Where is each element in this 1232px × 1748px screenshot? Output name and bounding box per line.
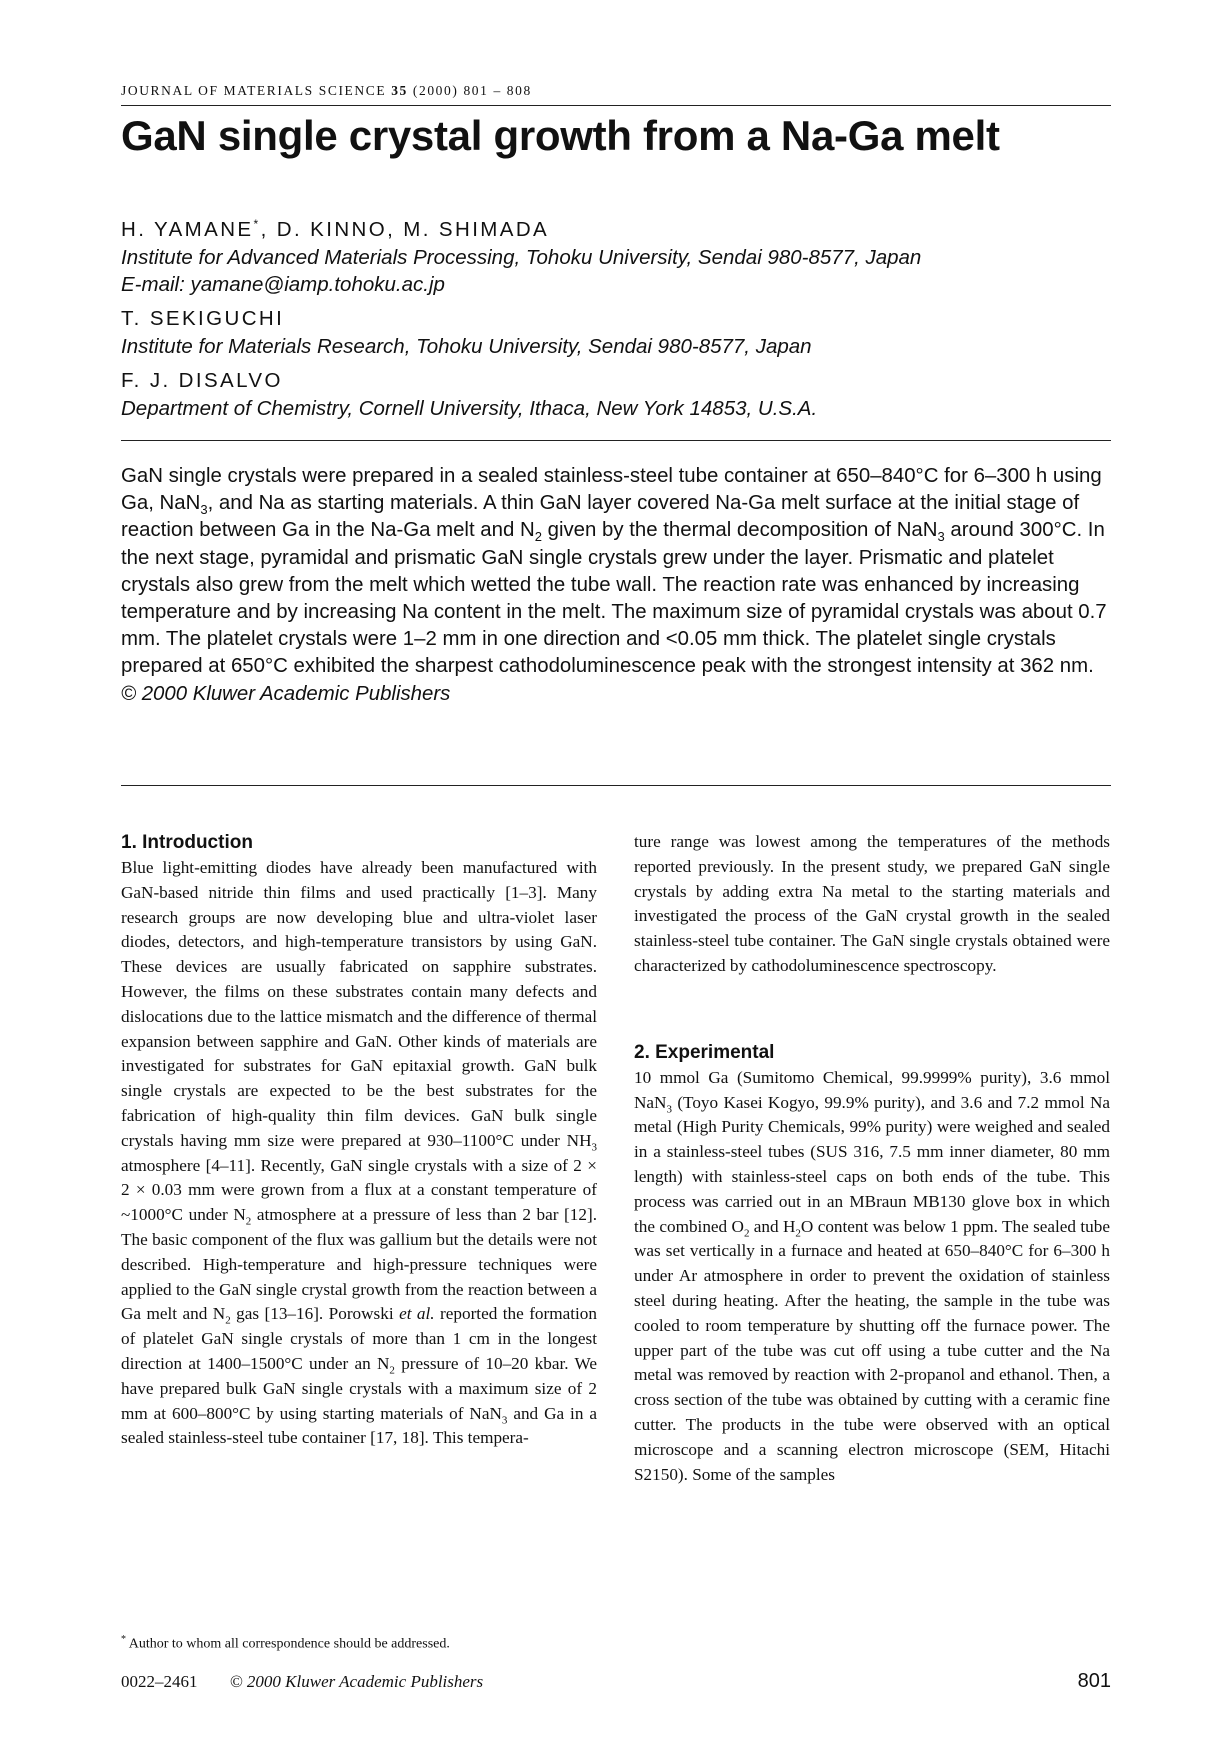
body-text: O content was below 1 ppm. The sealed tube was set vertically in a furnace and heated at 650–840°C for 6–300 h under Ar atmosphere in order to prevent the oxidation of stainless steel during heating. After the heating, the sample in the tube was cooled to room temperature by shutting off the furnace power. The upper part of the tube was cut off using a tube cutter and the Na metal was removed by reaction with 2-propanol and ethanol. Then, a cross section of the tube was obtained by cutting with a ceramic fine cutter. The products in the tube were observed with an optical microscope and a scanning electron microscope (SEM, Hitachi S2150). Some of the samples [634, 1216, 1110, 1484]
et-al: et al. [399, 1304, 435, 1324]
corresponding-mark: * [253, 217, 261, 231]
abstract-bottom-rule [121, 785, 1111, 786]
abstract-text: GaN single crystals were prepared in a sealed stainless-steel tube container at 650–840°C for 6–300 h using Ga, NaN [121, 465, 1102, 515]
journal-name: JOURNAL OF MATERIALS SCIENCE [121, 83, 387, 98]
abstract-text: around 300°C. In the next stage, pyramidal and prismatic GaN single crystals grew under the layer. Prismatic and platelet crystals also grew from the melt which wetted the tube wall. The reaction rate was enhanced by increasing temperature and by increasing Na content in the melt. The maximum size of pyramidal crystals was about 0.7 mm. The platelet crystals were 1–2 mm in one direction and <0.05 mm thick. The platelet single crystals prepared at 650°C exhibited the sharpest cathodoluminescence peak with the strongest intensity at 362 nm. [121, 519, 1107, 678]
footnote [121, 1634, 450, 1653]
abstract-text: given by the thermal decomposition of NaN [541, 519, 938, 542]
footnote-mark: * [121, 1634, 126, 1645]
body-text: and H [749, 1216, 796, 1236]
subscript: 3 [200, 502, 208, 518]
abstract-copyright: © 2000 Kluwer Academic Publishers [121, 682, 451, 705]
author-group-2 [121, 305, 1111, 360]
author-block [121, 210, 1111, 429]
body-text: Blue light-emitting diodes have already been manufactured with GaN-based nitride thin films and used practically [1–3]. Many research groups are now developing blue and ultra-violet laser diodes, detectors, and high-temperature transistors by using GaN. These devices are usually fabricated on sapphire substrates. However, the films on these substrates contain many defects and dislocations due to the lattice mismatch and the difference of thermal expansion between sapphire and GaN. Other kinds of materials are investigated for substrates for GaN epitaxial growth. GaN bulk single crystals are expected to be the best substrates for the fabrication of high-quality thin film devices. GaN bulk single crystals having mm size were prepared at 930–1100°C under NH [121, 858, 597, 1150]
body-text: (Toyo Kasei Kogyo, 99.9% purity), and 3.6 and 7.2 mmol Na metal (High Purity Chemicals, 99% purity) were weighed and sealed in a stainless-steel tubes (SUS 316, 7.5 mm inner diameter, 80 mm length) with stainless-steel caps on both ends of the tube. This process was carried out in an MBraun MB130 glove box in which the combined O [634, 1092, 1110, 1236]
subscript: 3 [937, 529, 945, 545]
footnote-text: Author to whom all correspondence should be addressed. [126, 1636, 450, 1652]
subscript: 2 [534, 529, 542, 545]
body-text: and Ga in a sealed stainless-steel tube container [17, 18]. This tempera- [121, 1403, 597, 1448]
body-text: 10 mmol Ga (Sumitomo Chemical, 99.9999% purity), 3.6 mmol NaN [634, 1067, 1110, 1112]
section-heading-introduction: 1. Introduction [121, 832, 253, 853]
author-email: E-mail: yamane@iamp.tohoku.ac.jp [121, 272, 445, 296]
page-number: 801 [1077, 1670, 1111, 1692]
subscript: 3 [591, 1141, 597, 1154]
body-text: gas [13–16]. Porowski [230, 1304, 400, 1324]
header-rule [121, 105, 1111, 106]
section-gap [634, 979, 1110, 1040]
right-column [634, 830, 1110, 1487]
subscript: 3 [666, 1103, 672, 1116]
body-text: reported the formation of platelet GaN single crystals of more than 1 cm in the longest direction at 1400–1500°C under an N [121, 1304, 597, 1373]
issn: 0022–2461 [121, 1672, 198, 1691]
introduction-paragraph [121, 856, 597, 1451]
journal-year-pages: (2000) 801 – 808 [412, 83, 532, 98]
subscript: 2 [245, 1215, 252, 1228]
body-text: atmosphere at a pressure of less than 2 bar [12]. The basic component of the flux was gallium but the details were not described. High-temperature and high-pressure techniques were applied to the GaN single crystal growth from the reaction between a Ga melt and N [121, 1205, 597, 1324]
introduction-continuation: ture range was lowest among the temperatures of the methods reported previously. In the present study, we prepared GaN single crystals by adding extra Na metal to the starting materials and investigated the process of the GaN crystal growth in the sealed stainless-steel tube container. The GaN single crystals obtained were characterized by cathodoluminescence spectroscopy. [634, 832, 1110, 975]
author-names: F. J. DISALVO [121, 368, 283, 392]
author-name: H. YAMANE [121, 217, 254, 241]
body-text: pressure of 10–20 kbar. We have prepared bulk GaN single crystals with a maximum size of 2 mm at 600–800°C by using starting materials of NaN [121, 1353, 597, 1423]
author-affiliation: Department of Chemistry, Cornell University, Ithaca, New York 14853, U.S.A. [121, 396, 818, 420]
paper-title: GaN single crystal growth from a Na-Ga melt [121, 112, 1000, 159]
subscript: 2 [743, 1227, 750, 1239]
left-column [121, 830, 597, 1451]
author-group-1 [121, 210, 1111, 298]
abstract-top-rule [121, 440, 1111, 441]
author-names: T. SEKIGUCHI [121, 306, 285, 330]
subscript: 2 [389, 1364, 395, 1377]
page-footer [121, 1672, 1111, 1692]
subscript: 2 [225, 1314, 231, 1327]
journal-volume: 35 [391, 83, 408, 98]
abstract-text: , and Na as starting materials. A thin GaN layer covered Na-Ga melt surface at the initial stage of reaction between Ga in the Na-Ga melt and N [121, 492, 1080, 542]
section-heading-experimental: 2. Experimental [634, 1041, 775, 1063]
author-names [121, 210, 1111, 244]
abstract [121, 463, 1111, 708]
subscript: 2 [795, 1227, 801, 1239]
author-affiliation: Institute for Materials Research, Tohoku University, Sendai 980-8577, Japan [121, 334, 812, 358]
body-text: atmosphere [4–11]. Recently, GaN single crystals with a size of 2 × 2 × 0.03 mm were grown from a flux at a constant temperature of ~1000°C under N [121, 1155, 597, 1225]
author-names-rest: , D. KINNO, M. SHIMADA [260, 217, 550, 241]
author-affiliation: Institute for Advanced Materials Processing, Tohoku University, Sendai 980-8577, Japan [121, 245, 922, 269]
author-group-3 [121, 367, 1111, 422]
subscript: 3 [501, 1413, 508, 1426]
publisher-copyright: © 2000 Kluwer Academic Publishers [229, 1672, 484, 1691]
experimental-paragraph [634, 1066, 1110, 1488]
journal-header [121, 83, 532, 99]
